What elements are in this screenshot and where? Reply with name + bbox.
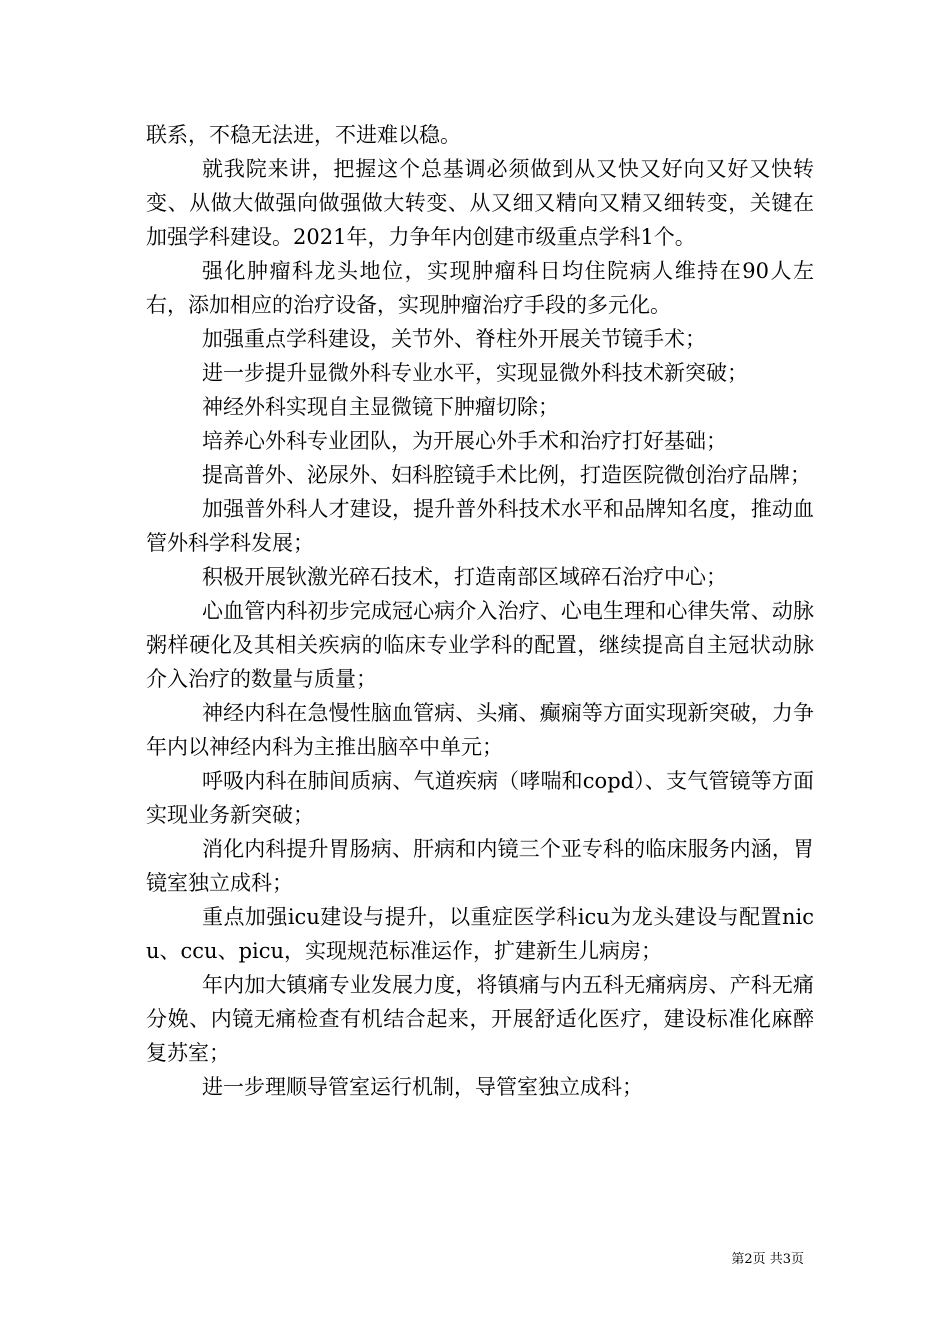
paragraph: 就我院来讲，把握这个总基调必须做到从又快又好向又好又快转变、从做大做强向做强做大转变、从又细又精向又精又细转变，关键在加强学科建设。2021年，力争年内创建市级重点学科1个。 — [146, 157, 814, 249]
paragraph: 重点加强icu建设与提升，以重症医学科icu为龙头建设与配置nicu、ccu、picu，实现规范标准运作，扩建新生儿病房； — [146, 905, 814, 963]
paragraph: 消化内科提升胃肠病、肝病和内镜三个亚专科的临床服务内涵，胃镜室独立成科； — [146, 837, 814, 895]
paragraph: 加强普外科人才建设，提升普外科技术水平和品牌知名度，推动血管外科学科发展； — [146, 497, 814, 555]
document-body — [146, 118, 814, 1104]
page-number: 第2页 共3页 — [731, 1252, 804, 1267]
paragraph: 培养心外科专业团队，为开展心外手术和治疗打好基础； — [202, 429, 727, 453]
paragraph: 年内加大镇痛专业发展力度，将镇痛与内五科无痛病房、产科无痛分娩、内镜无痛检查有机结合起来，开展舒适化医疗，建设标准化麻醉复苏室； — [146, 973, 814, 1065]
paragraph-continuation: 联系，不稳无法进，不进难以稳。 — [146, 123, 461, 147]
paragraph: 神经外科实现自主显微镜下肿瘤切除； — [202, 395, 559, 419]
paragraph: 心血管内科初步完成冠心病介入治疗、心电生理和心律失常、动脉粥样硬化及其相关疾病的临床专业学科的配置，继续提高自主冠状动脉介入治疗的数量与质量； — [146, 599, 814, 691]
paragraph: 提高普外、泌尿外、妇科腔镜手术比例，打造医院微创治疗品牌； — [202, 463, 811, 487]
paragraph: 进一步提升显微外科专业水平，实现显微外科技术新突破； — [202, 361, 748, 385]
paragraph: 神经内科在急慢性脑血管病、头痛、癫痫等方面实现新突破，力争年内以神经内科为主推出脑卒中单元； — [146, 701, 814, 759]
paragraph: 进一步理顺导管室运行机制，导管室独立成科； — [202, 1075, 643, 1099]
paragraph: 积极开展钬激光碎石技术，打造南部区域碎石治疗中心； — [202, 565, 727, 589]
paragraph: 呼吸内科在肺间质病、气道疾病（哮喘和copd）、支气管镜等方面实现业务新突破； — [146, 769, 814, 827]
paragraph: 加强重点学科建设，关节外、脊柱外开展关节镜手术； — [202, 327, 706, 351]
paragraph: 强化肿瘤科龙头地位，实现肿瘤科日均住院病人维持在90人左右，添加相应的治疗设备，实现肿瘤治疗手段的多元化。 — [146, 259, 814, 317]
